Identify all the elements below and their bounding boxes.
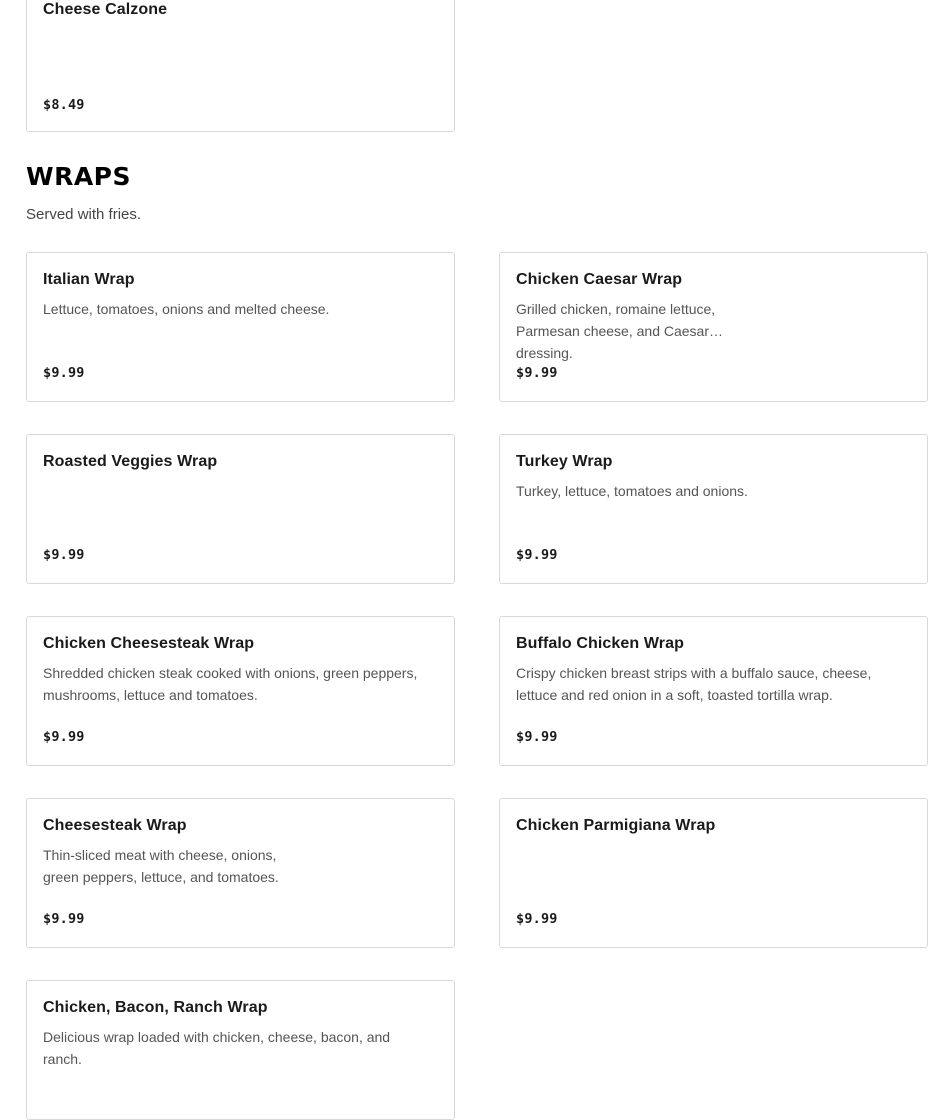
menu-item-price: $9.99 [516,365,558,381]
menu-item-name: Chicken Caesar Wrap [516,271,683,288]
menu-item-name: Turkey Wrap [516,453,613,470]
menu-item-name: Chicken Cheesesteak Wrap [43,635,255,652]
menu-item-name: Chicken Parmigiana Wrap [516,817,716,834]
menu-item-card-chicken-caesar-wrap[interactable] [499,252,928,402]
menu-item-card-cheesesteak-wrap[interactable] [26,798,455,948]
menu-item-price: $8.49 [43,97,85,113]
menu-item-name: Roasted Veggies Wrap [43,453,218,470]
menu-item-description: Lettuce, tomatoes, onions and melted cheese. [43,301,330,317]
menu-item-name: Italian Wrap [43,271,135,288]
menu-item-card-italian-wrap[interactable] [26,252,455,402]
menu-item-card-chicken-bacon-ranch-wrap[interactable] [26,980,455,1120]
menu-item-description: Shredded chicken steak cooked with onions, green peppers, mushrooms, lettuce and tomatoes. [43,665,418,703]
menu-item-card-chicken-parmigiana-wrap[interactable] [499,798,928,948]
menu-item-name: Buffalo Chicken Wrap [516,635,684,652]
menu-item-description: Turkey, lettuce, tomatoes and onions. [516,483,748,499]
menu-item-name: Cheese Calzone [43,1,168,18]
menu-item-price: $9.99 [43,911,85,927]
menu-item-card-roasted-veggies-wrap[interactable] [26,434,455,584]
menu-item-card-buffalo-chicken-wrap[interactable] [499,616,928,766]
menu-item-card-chicken-cheesesteak-wrap[interactable] [26,616,455,766]
menu-item-description: Grilled chicken, romaine lettuce, Parmesan cheese, and Caesar dressing. [516,301,716,361]
menu-item-price: $9.99 [43,365,85,381]
menu-item-price: $9.99 [43,547,85,563]
section-title: WRAPS [26,162,132,191]
menu-item-card-cheese-calzone[interactable] [26,0,455,132]
menu-item-price: $9.99 [43,729,85,745]
menu-item-card-turkey-wrap[interactable] [499,434,928,584]
menu-item-description: Delicious wrap loaded with chicken, cheese, bacon, and ranch. [43,1029,391,1067]
menu-item-name: Chicken, Bacon, Ranch Wrap [43,999,268,1016]
menu-item-description: Thin-sliced meat with cheese, onions, green peppers, lettuce, and tomatoes. [43,847,279,885]
menu-item-price: $9.99 [516,911,558,927]
menu-item-price: $9.99 [516,729,558,745]
menu-item-price: $9.99 [516,547,558,563]
section-subtitle: Served with fries. [26,206,142,223]
menu-item-description: Crispy chicken breast strips with a buffalo sauce, cheese, lettuce and red onion in a soft, toasted tortilla wrap. [516,665,872,703]
menu-item-name: Cheesesteak Wrap [43,817,187,834]
